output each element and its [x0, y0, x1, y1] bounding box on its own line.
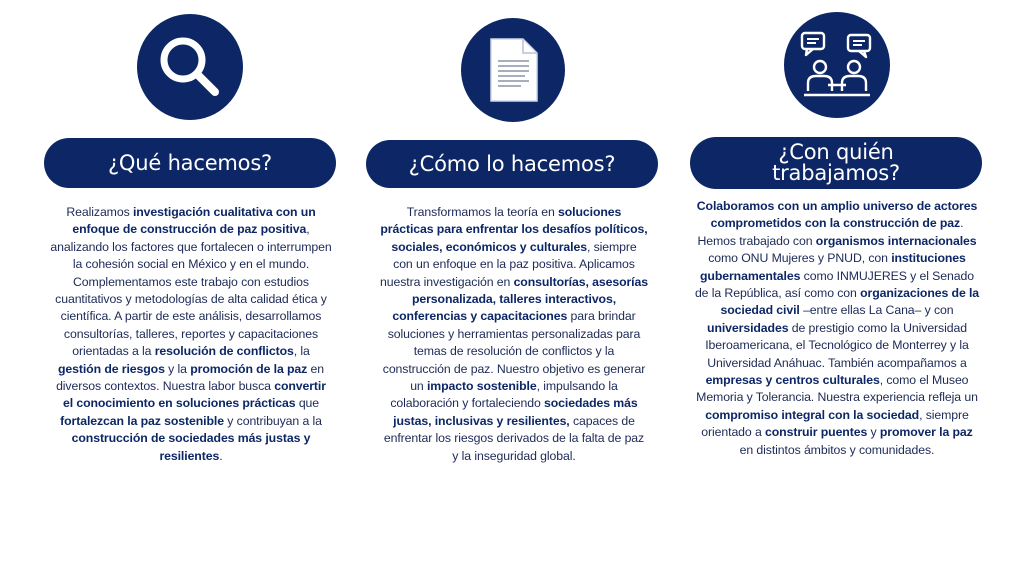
section-title-que-hacemos: ¿Qué hacemos?: [44, 138, 336, 188]
highlighted-text: promover la paz: [879, 425, 973, 440]
magnifier-icon: [137, 14, 243, 120]
section-body-como-lo-hacemos: [380, 204, 648, 465]
body-text-segment: y contribuyan a la: [223, 413, 322, 428]
highlighted-text: Colaboramos con un amplio universo de actores comprometidos con la construcción de paz: [696, 199, 978, 231]
section-body-con-quien-trabajamos: [694, 198, 980, 459]
body-text-segment: y la: [164, 361, 191, 376]
highlighted-text: instituciones gubernamentales: [700, 251, 966, 283]
highlighted-text: organismos internacionales: [815, 233, 977, 248]
column-como-lo-hacemos: [366, 0, 658, 576]
body-text-segment: Realizamos: [66, 205, 133, 219]
body-text-segment: en diversos contextos. Nuestra labor busca: [56, 361, 325, 394]
body-text-segment: capaces de enfrentar los riesgos derivados de la falta de paz y la inseguridad global.: [383, 413, 645, 463]
section-title-con-quien-trabajamos: ¿Con quién trabajamos?: [690, 137, 982, 189]
highlighted-text: construcción de sociedades más justas y resilientes: [71, 431, 311, 463]
body-text-segment: .: [219, 448, 223, 463]
people-conversation-icon: [784, 12, 890, 118]
column-con-quien-trabajamos: [690, 0, 982, 576]
highlighted-text: soluciones prácticas para enfrentar los desafíos políticos, sociales, económicos y culturales: [380, 205, 648, 254]
body-text-segment: Transformamos la teoría en: [406, 205, 559, 219]
highlighted-text: empresas y centros culturales: [705, 373, 880, 388]
body-text-segment: que: [295, 396, 320, 411]
body-text-segment: –entre ellas La Cana– y con: [799, 303, 954, 318]
highlighted-text: promoción de la paz: [190, 361, 308, 376]
body-text-segment: , impulsando la colaboración y fortaleciendo: [390, 379, 618, 411]
column-que-hacemos: [44, 0, 336, 576]
body-text-segment: y: [867, 425, 880, 440]
highlighted-text: fortalezcan la paz sostenible: [60, 413, 224, 428]
highlighted-text: organizaciones de la sociedad civil: [720, 286, 980, 318]
highlighted-text: consultorías, asesorías personalizada, talleres interactivos, conferencias y capacitaciones: [392, 274, 648, 324]
body-text-segment: , la: [293, 344, 310, 359]
highlighted-text: resolución de conflictos: [154, 344, 294, 359]
highlighted-text: convertir el conocimiento en soluciones prácticas: [62, 379, 326, 411]
body-text-segment: para brindar soluciones y herramientas personalizadas para temas de resolución de conflictos y la construcción de paz. Nuestro objetivo es generar un: [382, 309, 646, 394]
highlighted-text: construir puentes: [765, 425, 868, 440]
body-text-segment: en distintos ámbitos y comunidades.: [739, 442, 935, 457]
body-text-segment: como INMUJERES y el Senado de la República, así como con: [694, 268, 974, 301]
highlighted-text: compromiso integral con la sociedad: [705, 407, 920, 422]
body-text-segment: de prestigio como la Universidad Iberoamericana, el Tecnológico de Monterrey y la Universidad Anáhuac. También acompañamos a: [705, 320, 969, 370]
body-text-segment: . Hemos trabajado con: [697, 216, 964, 248]
section-body-que-hacemos: [50, 204, 332, 465]
highlighted-text: investigación cualitativa con un enfoque de construcción de paz positiva: [72, 205, 316, 237]
highlighted-text: universidades: [707, 320, 789, 335]
body-text-segment: , analizando los factores que fortalecen o interrumpen la cohesión social en México y en el mundo. Complementamos este trabajo con estudios cuantitativos y metodologías de alta calidad ética y científica. A partir de este análisis, desarrollamos consultorías, talleres, reportes y capacitaciones orientadas a la: [50, 222, 332, 359]
body-text-segment: como ONU Mujeres y PNUD, con: [708, 251, 892, 266]
body-text-segment: , siempre orientado a: [701, 407, 969, 440]
highlighted-text: sociedades más justas, inclusivas y resilientes,: [393, 396, 638, 428]
highlighted-text: impacto sostenible: [426, 379, 537, 394]
document-icon: [461, 18, 565, 122]
body-text-segment: , como el Museo Memoria y Tolerancia. Nuestra experiencia refleja un: [696, 373, 978, 405]
highlighted-text: gestión de riesgos: [57, 361, 165, 376]
section-title-como-lo-hacemos: ¿Cómo lo hacemos?: [366, 140, 658, 188]
body-text-segment: , siempre con un enfoque en la paz positiva. Aplicamos nuestra investigación en: [380, 239, 637, 289]
